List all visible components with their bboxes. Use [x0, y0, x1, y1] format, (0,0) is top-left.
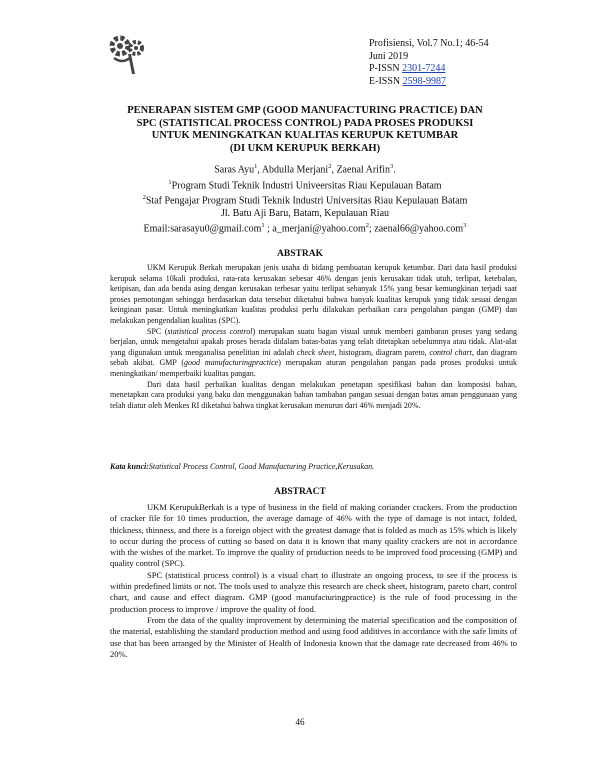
abstrak-paragraph-1: UKM Kerupuk Berkah merupakan jenis usaha di bidang pembuatan kerupuk ketumbar. Dari data hasil produksi kerupuk selama 10kali produksi, rata-rata kerusakan sebesar 46% dengan jenis kerusakan tidak utuh, terlipat, ketebalan, ketipisan, dan ada benda asing dengan kerusakan terbesar yaitu terlipat sebanyak 15% yang besar kemungkinan terjadi saat proses pemotongan sehingga berdasarkan data tersebut diketahui bahwa banyak kualitas kerupuk yang tidak sesuai dengan keinginan pasar. Untuk meningkatkan kualitas produksi perlu dilakukan perbaikan cara pengolahan pangan (GMP) dan melakukan pengendalian kualitas (SPC).: [110, 263, 517, 325]
gear-logo-icon: [108, 34, 148, 76]
keywords: Kata kunci:Statistical Process Control, Good Manufacturing Practice,Kerusakan.: [110, 462, 375, 471]
abstrak-paragraph-2: SPC (statistical process control) merupakan suatu bagan visual untuk memberi gambaran proses yang sedang berjalan, untuk mengetahui apakah proses berada didalam batas-batas yang telah ditetapkan sebelumnya atau tidak. Alat-alat yang digunakan untuk menganalisa penelitian ini adalah check sheet, histogram, diagram pareto, control chart, dan diagram sebab akibat. GMP (good manufacturingpractice) merupakan aturan pengolahan pangan pada proses produksi untuk meningkatkan/ memperbaiki kualitas pangan.: [110, 326, 518, 378]
affiliation-1: $^1$Program Studi Teknik Industri Univeersitas Riau Kepulauan Batam: [168, 178, 442, 191]
journal-citation: Profisiensi, Vol.7 No.1; 46-54: [369, 38, 489, 49]
eissn-link[interactable]: 2598-9987: [402, 75, 446, 87]
abstrak-heading: ABSTRAK: [277, 249, 323, 259]
pissn-link[interactable]: 2301-7244: [402, 63, 446, 74]
author-block: [95, 161, 515, 236]
journal-info: [369, 38, 489, 88]
pissn-line: P-ISSN 2301-7244: [369, 63, 446, 74]
address: Jl. Batu Aji Baru, Batam, Kepulauan Riau: [220, 207, 390, 219]
abstract-body: [110, 502, 517, 660]
journal-date: Juni 2019: [369, 50, 409, 62]
abstrak-paragraph-3: Dari data hasil perbaikan kualitas dengan melakukan penetapan spesifikasi bahan dan komposisi bahan, menetapkan cara produksi yang baku dan menggunakan bahan tambahan pangan sesuai dengan batas aman penggunaan yang telah diatur oleh Menkes RI diketahui bahwa tingkat kerusakan menurun dari 46% menjadi 20%.: [110, 379, 517, 410]
abstract-paragraph-2: SPC (statistical process control) is a visual chart to illustrate an ongoing process, to see if the process is within predefined limits or not. The tools used to analyze this research are check sheet, histogram, pareto chart, control chart, and cause and effect diagram. GMP (good manufacturingpractice) is the rule of food processing in the production process to improve / improve the quality of food.: [110, 569, 517, 614]
abstrak-body: [110, 263, 517, 411]
paper-title: PENERAPAN SISTEM GMP (GOOD MANUFACTURING PRACTICE) DAN SPC (STATISTICAL PROCESS CONTROL) PADA PROSES PRODUKSI UNTUK MENINGKATKAN KUALITAS KERUPUK KETUMBAR (DI UKM KERUPUK BERKAH): [127, 105, 483, 154]
page-number: 46: [295, 717, 305, 727]
abstract-paragraph-3: From the data of the quality improvement by determining the material specification and the composition of the material, establishing the standard production method and using food additives in accordance with the safe limits of use that has been arranged by the Minister of Health of Indonesia known that the damage rate decreased from 46% to 20%.: [110, 614, 517, 659]
author-names: Saras Ayu$^1$, Abdulla Merjani$^2$, Zaenal Arifin$^3$.: [214, 163, 396, 176]
eissn-line: E-ISSN 2598-9987: [369, 75, 446, 87]
affiliation-2: $^2$Staf Pengajar Program Studi Teknik Industri Universitas Riau Kepulauan Batam: [142, 194, 468, 207]
abstract-heading: ABSTRACT: [274, 487, 326, 497]
emails: Email:sarasayu0@gmail.com$^1$ ; a_merjani@yahoo.com$^2$; zaenal66@yahoo.com$^3$: [143, 222, 467, 235]
abstract-paragraph-1: UKM KerupukBerkah is a type of business in the field of making coriander crackers. From the production of cracker file for 10 times production, the average damage of 46% with the type of damage is not intact, folded, thickness, thinness, and there is a foreign object with the greatest damage that is folded as much as 15% which is likely to occur during the process of cutting so based on data it is known that many quality crackers are not in accordance with the wishes of the market. To improve the quality of production needs to be improved food processing (GMP) and quality control (SPC).: [110, 502, 517, 569]
